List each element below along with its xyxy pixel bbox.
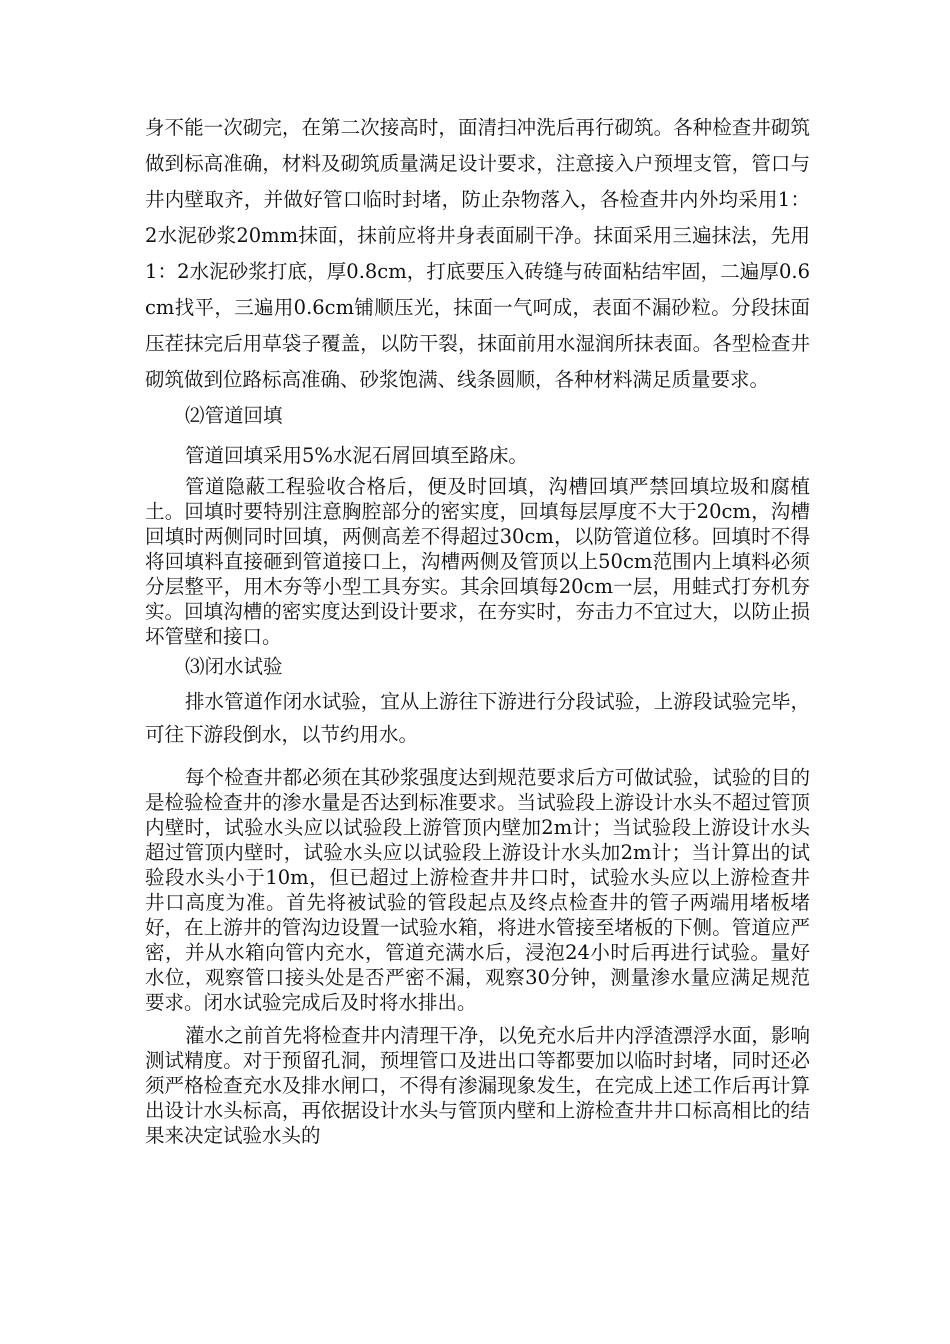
paragraph-test-sequence: 排水管道作闭水试验，宜从上游往下游进行分段试验，上游段试验完毕，可往下游段倒水，以节约用水。 [145, 690, 810, 746]
paragraph-backfill-material: 管道回填采用5%水泥石屑回填至路床。 [185, 444, 528, 467]
paragraph-backfill-procedure: 管道隐蔽工程验收合格后，便及时回填，沟槽回填严禁回填垃圾和腐植土。回填时要特别注意胸腔部分的密实度，回填每层厚度不大于20cm，沟槽回填时两侧同时回填，两侧高差不得超过30cm，以防管道位移。回填时不得将回填料直接砸到管道接口上，沟槽两侧及管顶以上50cm范围内上填料必须分层整平，用木夯等小型工具夯实。其余回填每20cm一层，用蛙式打夯机夯实。回填沟槽的密实度达到设计要求，在夯实时，夯击力不宜过大，以防止损坏管壁和接口。 [145, 475, 810, 648]
document-page [145, 110, 810, 1148]
heading-closed-water-test: ⑶闭水试验 [185, 655, 283, 678]
paragraph-test-preparation: 灌水之前首先将检查井内清理干净，以免充水后井内浮渣漂浮水面，影响测试精度。对于预留孔洞，预埋管口及进出口等都要加以临时封堵，同时还必须严格检查充水及排水闸口，不得有渗漏现象发生，在完成上述工作后再计算出设计水头标高，再依据设计水头与管顶内壁和上游检查井井口标高相比的结果来决定试验水头的 [145, 1024, 810, 1147]
paragraph-test-procedure: 每个检查井都必须在其砂浆强度达到规范要求后方可做试验，试验的目的是检验检查井的渗水量是否达到标准要求。当试验段上游设计水头不超过管顶内壁时，试验水头应以试验段上游管顶内壁加2m计；当试验段上游设计水头超过管顶内壁时，试验水头应以试验段上游设计水头加2m计；当计算出的试验段水头小于10m，但已超过上游检查井井口时，试验水头应以上游检查井井口高度为准。首先将被试验的管段起点及终点检查井的管子两端用堵板堵好，在上游井的管沟边设置一试验水箱，将进水管接至堵板的下侧。管道应严密，并从水箱向管内充水，管道充满水后，浸泡24小时后再进行试验。量好水位，观察管口接头处是否严密不漏，观察30分钟，测量渗水量应满足规范要求。闭水试验完成后及时将水排出。 [145, 766, 810, 1014]
paragraph-masonry-plastering: 身不能一次砌完，在第二次接高时，面清扫冲洗后再行砌筑。各种检查井砌筑做到标高准确，材料及砌筑质量满足设计要求，注意接入户预埋支管，管口与井内壁取齐，并做好管口临时封堵，防止杂物落入，各检查井内外均采用1：2水泥砂浆20mm抹面，抹前应将井身表面刷干净。抹面采用三遍抹法，先用1：2水泥砂浆打底，厚0.8cm，打底要压入砖缝与砖面粘结牢固，二遍厚0.6cm找平，三遍用0.6cm铺顺压光，抹面一气呵成，表面不漏砂粒。分段抹面压茬抹完后用草袋子覆盖，以防干裂，抹面前用水湿润所抹表面。各型检查井砌筑做到位路标高准确、砂浆饱满、线条圆顺，各种材料满足质量要求。 [145, 116, 810, 391]
heading-pipe-backfill: ⑵管道回填 [185, 404, 283, 427]
